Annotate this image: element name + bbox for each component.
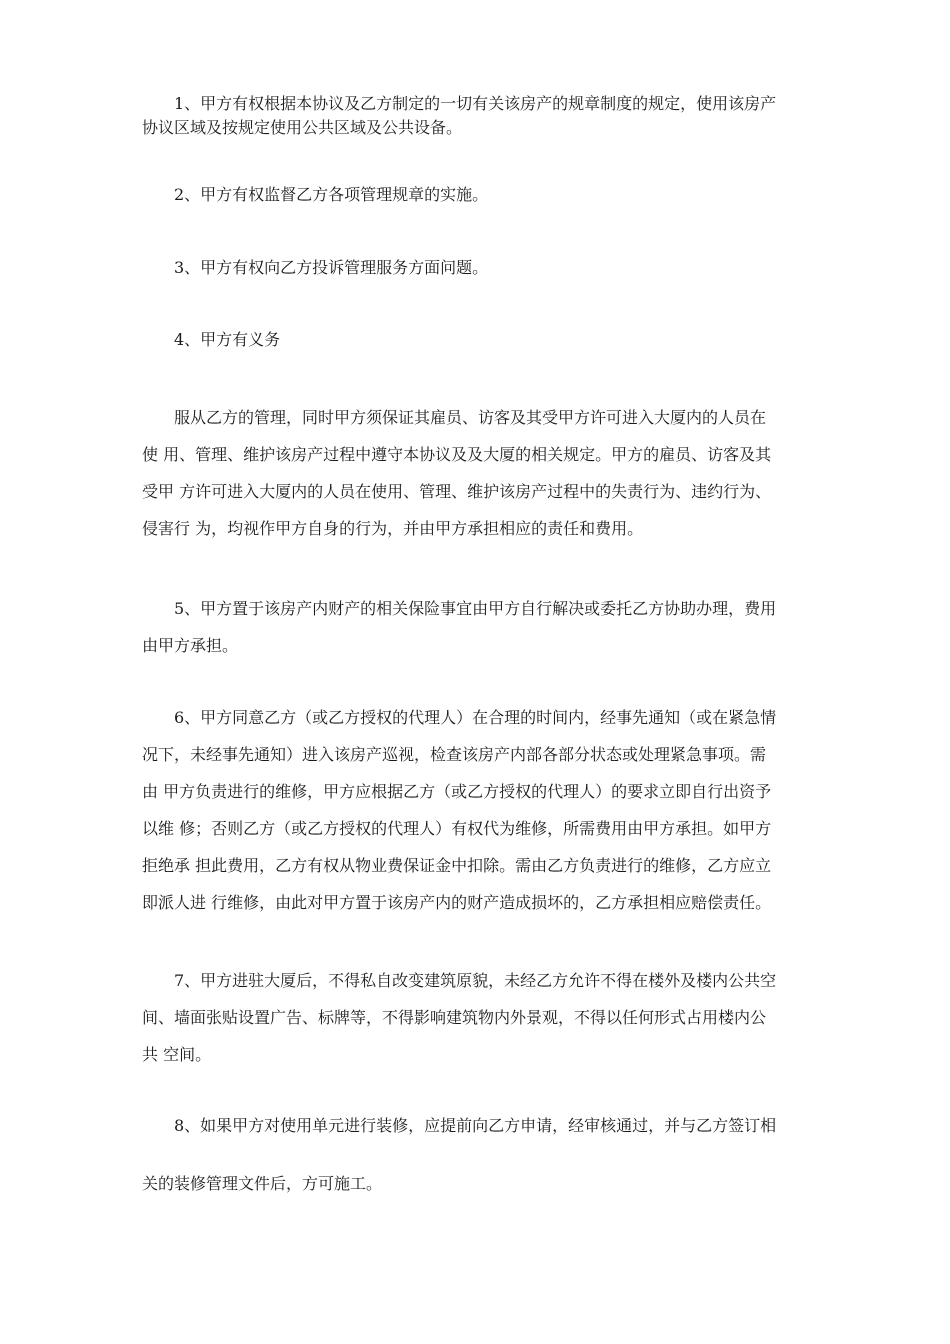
clause-3 (142, 256, 818, 280)
clause-4-heading (142, 328, 818, 352)
clause-5 (142, 590, 818, 664)
clause-7-line-3: 共 空间。 (142, 1045, 212, 1064)
clause-4-body-line-4: 侵害行 为，均视作甲方自身的行为，并由甲方承担相应的责任和费用。 (142, 519, 644, 538)
clause-3-line-1: 3、甲方有权向乙方投诉管理服务方面问题。 (174, 258, 489, 277)
clause-8-line-1: 8、如果甲方对使用单元进行装修，应提前向乙方申请，经审核通过，并与乙方签订相 (174, 1116, 777, 1135)
clause-6 (142, 699, 818, 921)
clause-6-line-3: 由 甲方负责进行的维修，甲方应根据乙方（或乙方授权的代理人）的要求立即自行出资予 (142, 782, 772, 801)
clause-6-line-1: 6、甲方同意乙方（或乙方授权的代理人）在合理的时间内，经事先通知（或在紧急情 (174, 708, 777, 727)
clause-4-body-line-2: 使 用、管理、维护该房产过程中遵守本协议及及大厦的相关规定。甲方的雇员、访客及其 (142, 445, 772, 464)
clause-7 (142, 962, 818, 1073)
clause-2 (142, 183, 818, 207)
clause-7-line-2: 间、墙面张贴设置广告、标牌等，不得影响建筑物内外景观，不得以任何形式占用楼内公 (142, 1008, 767, 1027)
clause-2-line-1: 2、甲方有权监督乙方各项管理规章的实施。 (174, 185, 489, 204)
clause-6-line-4: 以维 修；否则乙方（或乙方授权的代理人）有权代为维修，所需费用由甲方承担。如甲方 (142, 819, 772, 838)
clause-6-line-2: 况下，未经事先通知）进入该房产巡视，检查该房产内部各部分状态或处理紧急事项。需 (142, 745, 767, 764)
clause-6-line-5: 拒绝承 担此费用，乙方有权从物业费保证金中扣除。需由乙方负责进行的维修，乙方应立 (142, 856, 772, 875)
clause-8-line-2: 关的装修管理文件后，方可施工。 (142, 1174, 383, 1193)
clause-4-line-1: 4、甲方有义务 (174, 330, 281, 349)
clause-1-line-1: 1、甲方有权根据本协议及乙方制定的一切有关该房产的规章制度的规定，使用该房产 (174, 94, 777, 113)
clause-5-line-2: 由甲方承担。 (142, 636, 239, 655)
clause-6-line-6: 即派人进 行维修，由此对甲方置于该房产内的财产造成损坏的，乙方承担相应赔偿责任。 (142, 893, 772, 912)
clause-5-line-1: 5、甲方置于该房产内财产的相关保险事宜由甲方自行解决或委托乙方协助办理，费用 (174, 599, 777, 618)
clause-1 (142, 92, 818, 140)
clause-4-body-line-3: 受甲 方许可进入大厦内的人员在使用、管理、维护该房产过程中的失责行为、违约行为、 (142, 482, 772, 501)
clause-4-body-line-1: 服从乙方的管理，同时甲方须保证其雇员、访客及其受甲方许可进入大厦内的人员在 (174, 408, 767, 427)
clause-4-body (142, 399, 818, 547)
clause-8-continued (142, 1172, 818, 1196)
clause-8 (142, 1114, 818, 1138)
clause-1-line-2: 协议区域及按规定使用公共区域及公共设备。 (142, 118, 463, 137)
clause-7-line-1: 7、甲方进驻大厦后，不得私自改变建筑原貌，未经乙方允许不得在楼外及楼内公共空 (174, 971, 777, 990)
